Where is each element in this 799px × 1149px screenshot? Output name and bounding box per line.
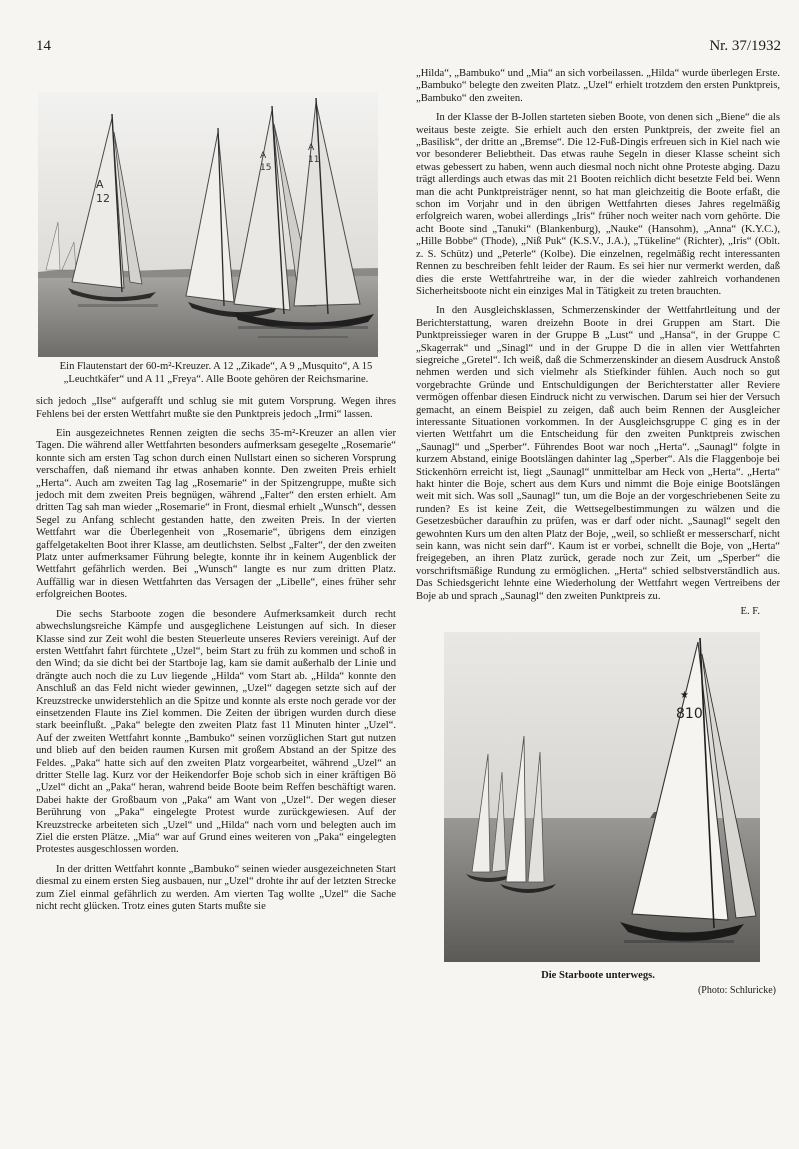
svg-text:11: 11 — [308, 155, 320, 165]
photo-starboats — [444, 632, 760, 962]
author-signature: E. F. — [740, 606, 760, 618]
svg-text:15: 15 — [260, 163, 272, 173]
svg-text:★: ★ — [680, 690, 689, 702]
svg-text:A: A — [96, 178, 104, 191]
left-paragraph: Ein ausgezeichnetes Rennen zeigten die sechs 35-m²-Kreuzer an allen vier Tagen. Die während aller Wettfahrten besonders aufmerksam gesegelte „Rosemarie“ konnte sich am ersten Tag schon durch einen Nullstart einen so sicheren Vorsprung verschaffen, daß niemand ihr etwas anhaben konnte. Den zweiten Preis erhielt „Herta“. Auch am zweiten Tag lag „Rosemarie“ in der Spitzengruppe, mußte sich jedoch mit dem zweiten Preis begnügen, während „Falter“ den ersten erhielt. Am dritten Tag sah man wieder „Rosemarie“ in Front, diesmal erhielt „Wunsch“, dessen Segel zu Anfang schlecht gestanden hatte, den zweiten Preis. In der vierten Wettfahrt war die Überlegenheit von „Rosemarie“, übrigens dem einzigen gaffelgetakelten Boot ihrer Klasse, am deutlichsten. Selbst „Falter“, der den zweiten Platz unter aufmerksamer Führung belegte, konnte ihr in keinem Augenblick der Wettfahrt gefährlich werden. Bei „Wunsch“ langte es nur zum dritten Platz. Auffällig war in diesen Wettfahrten das Versagen der „Libelle“, eines früher sehr erfolgreichen Bootes. — [36, 428, 396, 601]
photo-left-caption: Ein Flautenstart der 60-m²-Kreuzer. A 12 „Zikade“, A 9 „Musquito“, A 15 „Leuchtkäfer“ und A 11 „Freya“. Alle Boote gehören der Reichsmarine. — [59, 361, 373, 385]
sailboats-photo-image — [38, 92, 378, 357]
left-paragraph: sich jedoch „Ilse“ aufgerafft und schlug sie mit gutem Vorsprung. Wegen ihres Fehlens bei der ersten Wettfahrt mußte sie den Punktpreis jedoch „Irmi“ lassen. — [36, 396, 396, 420]
photo-credit: (Photo: Schluricke) — [697, 984, 776, 996]
starboats-photo-image — [444, 632, 760, 962]
svg-text:810: 810 — [676, 706, 703, 723]
right-paragraph: „Hilda“, „Bambuko“ und „Mia“ an sich vorbeilassen. „Hilda“ wurde überlegen Erste. „Bambuko“ belegte den zweiten Platz. „Uzel“ erhielt trotzdem den ersten Punktpreis, „Bambuko“ den zweiten. — [416, 68, 780, 104]
svg-text:A: A — [308, 143, 315, 153]
page-number: 14 — [36, 38, 51, 54]
photo-right-caption: Die Starboote unterwegs. — [541, 970, 655, 982]
right-paragraph: In der Klasse der B-Jollen starteten sieben Boote, von denen sich „Biene“ die als weitaus beste zeigte. Sie erhielt auch den ersten Punktpreis, der zweite fiel an „Basilisk“, der dritte an „Bremse“. Die 12-Fuß-Dingis erfreuen sich in Kiel nach wie vor besonderer Beliebtheit. Das etwas rauhe Segeln in dieser Klasse scheint sich etwas gebessert zu haben, wenn auch diesmal noch nicht ohne Proteste abging. Dazu trägt allerdings auch etwas das mit 21 Booten reichlich dicht besetzte Feld bei. Wenn man die acht Punktpreisträger nennt, so hat man gleichzeitig die Boote erfaßt, die schon im Vorjahr und in den übrigen Wettfahrten dieses Jahres regelmäßig erfolgreich waren, wobei allerdings „Iris“ früher noch weiter nach vorn gehörte. Die acht Boote sind „Tanuki“ (Blankenburg), „Nauke“ (Hansohm), „Anna“ (K.Y.C.), „Hille Bobbe“ (Thode), „Niß Puk“ (K.S.V., J.A.), „Tükeline“ (Richter), „Iris“ (Oblt. z. S. Schütz) und „Peterle“ (Kolbe). Die einzelnen, regelmäßig recht interessanten Rennen zu beschreiben fehlt leider der Raum. Es sei hier nur vermerkt werden, daß dies die erste Wettfahrtreihe war, in der die wieder zahlreich vorhandenen Sicherheitsboote nicht ein einziges Mal in Tätigkeit zu treten brauchten. — [416, 112, 780, 297]
issue-number: Nr. 37/1932 — [709, 38, 781, 54]
left-paragraph: In der dritten Wettfahrt konnte „Bambuko“ seinen wieder ausgezeichneten Start diesmal zu einem ersten Sieg ausbauen, nur „Uzel“ drohte ihr auf der letzten Strecke zum Ziel einmal gefährlich zu werden. Am vierten Tag wollte „Uzel“ die Sache nicht recht glücken. Trotz eines guten Starts mußte sie — [36, 863, 396, 913]
svg-text:A: A — [260, 151, 267, 161]
right-paragraph: In den Ausgleichsklassen, Schmerzenskinder der Wettfahrtleitung und der Berichterstattung, waren dreizehn Boote in drei Gruppen am Start. Die Punktpreissieger waren in der Gruppe B „Lust“ und „Hansa“, in der Gruppe C „Skagerrak“ und „Sinagl“ und in der Gruppe D die in allen vier Wettfahrten siegreiche „Gretel“. Ich weiß, daß die Schmerzenskinder an diesem Ausdruck Anstoß nehmen werden und sich vielmehr als Stiefkinder fühlen. Auch noch so gut vorgebrachte Gründe und Entschuldigungen der Berichterstatter aller Reviere vermögen offenbar diesen Eindruck nicht zu verwischen. Darum sei hier der Versuch gemacht, an einem Beispiel zu zeigen, daß auch beim Rennen der Ausgleicher interessante Situationen vorkommen. In der Ausgleichsgruppe C ging es in der vierten Wettfahrt um die Entscheidung für den zweiten Punktpreis zwischen „Saunagl“ und „Sperber“. Führendes Boot war noch „Herta“. „Saunagl“ folgte in kurzem Abstand, einige Bootslängen dahinter lag „Sperber“. Als die Flaggenboje bei Stickenhörn erreicht ist, liegt „Saunagl“ unmittelbar am Heck von „Herta“. „Herta“ hakt hinter die Boje, schert aus dem Kurs und nimmt die Boje einige Bootslängen weit mit sich. Was soll „Saunagl“ tun, um die Boje an der vorgeschriebenen Seite zu runden? Es ist keine Zeit, die Wettsegelbestimmungen zu wälzen und die Gesetzesbücher daraufhin zu prüfen, was er darf oder nicht. „Saunagl“ segelt den gewohnten Kurs um den alten Platz der Boje, „weil, so schließt er messerscharf, nicht sein kann, was nicht sein darf“. Kaum ist er vorbei, schnellt die Boje, von „Herta“ freigegeben, an ihren Platz zurück, gerade noch zur Zeit, um „Sperber“ die vorschriftsmäßige Rundung zu ermöglichen. „Herta“ schied selbstverständlich aus. Das Schiedsgericht lehnte eine Wiederholung der Wettfahrt wegen Vertreibens der Boje ab und sprach „Saunagl“ den zweiten Punktpreis zu. — [416, 305, 780, 602]
left-paragraph: Die sechs Starboote zogen die besondere Aufmerksamkeit durch recht abwechslungsreiche Kämpfe und ausgeglichene Leistungen auf sich. In dieser Klasse sind zur Zeit wohl die besten Steuerleute unseres Reviers vereinigt. Auf der ersten Wettfahrt fahrt fürchtete „Uzel“, beim Start zu früh zu kommen und schoß in den Wind; da sie dicht bei der Startboje lag, kam sie damit außerhalb der Linie und drängte auch noch die zu Luv liegende „Hilda“ vom Start ab. „Hilda“ konnte den Anschluß an das Feld nicht wieder gewinnen, „Uzel“ dagegen setzte sich auf der Kreuzstrecke unwiderstehlich an die Spitze und konnte als erste noch gerade vor der einsetzenden Flaute ins Ziel kommen. Die Zeiten der übrigen wurden durch diese stark beeinflußt. „Paka“ belegte den zweiten Platz fast 11 Minuten hinter „Uzel“. Auf der zweiten Wettfahrt konnte „Bambuko“ seinen vorzüglichen Start gut nutzen und blieb auf den beiden raumen Kursen mit großem Abstand an der Spitze des Feldes. „Paka“ hatte sich auf den zweiten Platz vorgearbeitet, während „Uzel“ an dritter Stelle lag. Kurz vor der Heikendorfer Boje schob sich in einer kräftigen Bö „Uzel“ dicht an „Paka“ heran, wahrend beide Boote beim Reffen beschäftigt waren. Dabei hakte der Großbaum von „Paka“ am Want von „Uzel“. Der wegen dieser Berührung von „Paka“ eingelegte Protest wurde zurückgewiesen. Auf der Kreuzstrecke arbeiteten sich „Uzel“ und „Hilda“ nach vorn und belegten auch im Ziel die ersten Plätze. „Mia“ war auf Grund eines weiteren von „Paka“ eingelegten Protestes ausgeschlossen worden. — [36, 608, 396, 856]
left-column — [36, 92, 396, 920]
right-column — [416, 68, 780, 997]
svg-text:12: 12 — [96, 192, 110, 205]
photo-sailboats-start — [38, 92, 378, 357]
